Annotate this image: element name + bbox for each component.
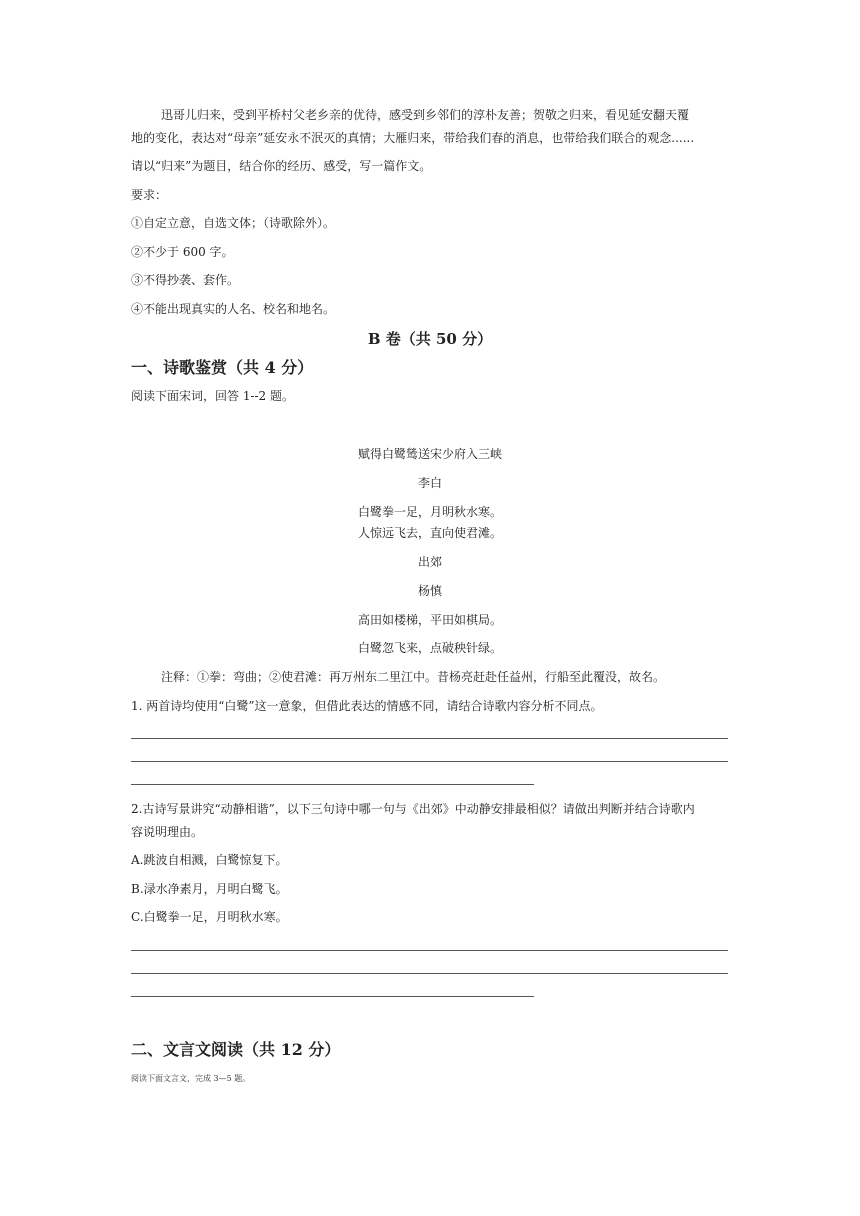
answer-line xyxy=(131,738,728,739)
poem1-author: 李白 xyxy=(417,476,442,490)
annotation-note: 注释：①拳：弯曲；②使君滩：再万州东二里江中。昔杨亮赶赴任益州，行船至此覆没，故名。 xyxy=(161,670,666,684)
part1-intro: 阅读下面宋词，回答 1--2 题。 xyxy=(131,389,295,403)
poem2-line-1: 高田如楼梯，平田如棋局。 xyxy=(357,613,502,627)
requirement-3: ③不得抄袭、套作。 xyxy=(131,273,240,287)
poem2-author: 杨慎 xyxy=(417,584,442,598)
question-2-line-1: 2.古诗写景讲究“动静相谐”，以下三句诗中哪一句与《出郊》中动静安排最相似？请做出判断并结合诗歌内 xyxy=(131,802,695,816)
essay-paragraph-line-2: 地的变化，表达对“母亲”延安永不泯灭的真情；大雁归来，带给我们春的消息，也带给我们联合的观念...... xyxy=(131,131,695,145)
poem1-title: 赋得白鹭鸶送宋少府入三峡 xyxy=(357,447,502,461)
part2-heading: 二、文言文阅读（共 12 分） xyxy=(131,1040,341,1059)
question-2-line-2: 容说明理由。 xyxy=(131,825,204,839)
requirements-title: 要求： xyxy=(131,188,168,202)
essay-paragraph-line-1: 迅哥儿归来，受到平桥村父老乡亲的优待，感受到乡邻们的淳朴友善；贺敬之归来，看见延安翻天覆 xyxy=(161,108,690,122)
question-2-option-b: B.渌水净素月，月明白鹭飞。 xyxy=(131,882,288,896)
poem2-line-2: 白鹭忽飞来，点破秧针绿。 xyxy=(357,641,502,655)
section-b-title: B 卷（共 50 分） xyxy=(367,330,493,348)
question-2-option-a: A.跳波自相溅，白鹭惊复下。 xyxy=(131,853,288,867)
part2-intro: 阅读下面文言文，完成 3—5 题。 xyxy=(131,1074,251,1083)
poem2-title: 出郊 xyxy=(417,555,442,569)
answer-line xyxy=(131,784,534,785)
question-2-option-c: C.白鹭拳一足，月明秋水寒。 xyxy=(131,910,288,924)
answer-line xyxy=(131,761,728,762)
question-1: 1. 两首诗均使用“白鹭”这一意象，但借此表达的情感不同，请结合诗歌内容分析不同点。 xyxy=(131,699,603,713)
answer-line xyxy=(131,950,728,951)
poem1-line-2: 人惊远飞去，直向使君滩。 xyxy=(357,526,502,540)
essay-prompt: 请以“归来”为题目，结合你的经历、感受，写一篇作文。 xyxy=(131,159,432,173)
requirement-1: ①自定立意，自选文体；（诗歌除外）。 xyxy=(131,216,336,230)
poem1-line-1: 白鹭拳一足，月明秋水寒。 xyxy=(357,505,502,519)
requirement-2: ②不少于 600 字。 xyxy=(131,245,234,259)
answer-line xyxy=(131,973,728,974)
answer-line xyxy=(131,996,534,997)
part1-heading: 一、诗歌鉴赏（共 4 分） xyxy=(131,358,314,377)
requirement-4: ④不能出现真实的人名、校名和地名。 xyxy=(131,302,336,316)
